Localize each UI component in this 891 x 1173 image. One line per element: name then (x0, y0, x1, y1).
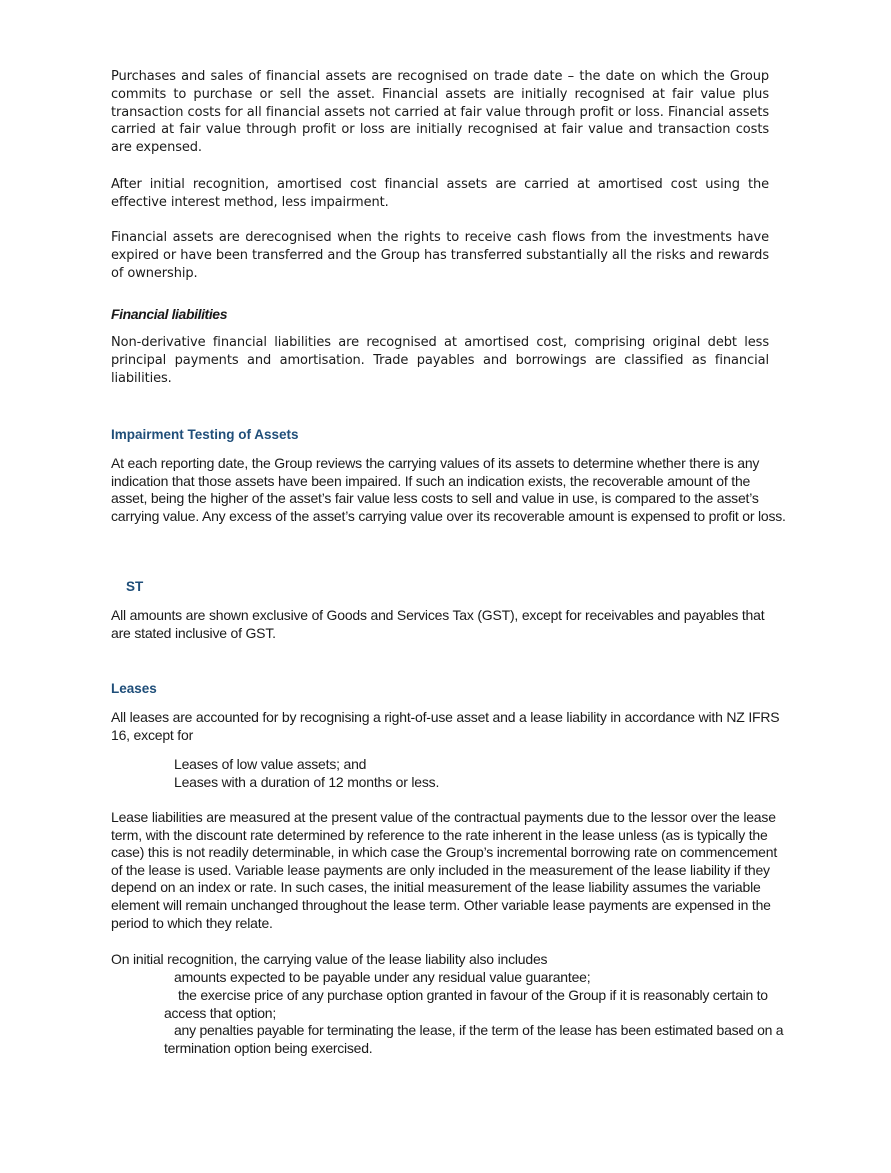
lease-exception-item: Leases with a duration of 12 months or less. (174, 774, 440, 790)
lease-measurement-paragraph: Lease liabilities are measured at the present value of the contractual payments due to the lessor over the lease term, with the discount rate determined by reference to the rate inherent in the lease unless (as is typically the case) this is not readily determinable, in which case the Group’s incremental borrowing rate on commencement of the lease is used. Variable lease payments are only included in the measurement of the lease liability if they depend on an index or rate. In such cases, the initial measurement of the lease liability assumes the variable element will remain unchanged throughout the lease term. Other variable lease payments are expensed in the period to which they relate. (111, 809, 778, 931)
initial-recognition-intro: On initial recognition, the carrying value of the lease liability also includes (111, 951, 548, 967)
lease-exception-item: Leases of low value assets; and (174, 756, 367, 772)
derecognition-paragraph: Financial assets are derecognised when the rights to receive cash flows from the investments have expired or have been transferred and the Group has transferred substantially all the risks and rewards of ownership. (111, 230, 769, 281)
after-initial-recognition-paragraph: After initial recognition, amortised cost financial assets are carried at amortised cost using the effective interest method, less impairment. (111, 177, 769, 210)
lease-inclusion-item: the exercise price of any purchase option granted in favour of the Group if it is reasonably certain to access that option; (164, 987, 768, 1021)
financial-liabilities-heading: Financial liabilities (111, 306, 228, 322)
gst-paragraph: All amounts are shown exclusive of Goods and Services Tax (GST), except for receivables and payables that are stated inclusive of GST. (111, 607, 765, 641)
lease-inclusion-item: any penalties payable for terminating the lease, if the term of the lease has been estimated based on a termination option being exercised. (164, 1022, 784, 1056)
leases-intro-paragraph: All leases are accounted for by recognising a right-of-use asset and a lease liability in accordance with NZ IFRS 16, except for (111, 709, 780, 743)
lease-inclusion-item: amounts expected to be payable under any residual value guarantee; (174, 969, 591, 985)
gst-heading: ST (126, 579, 144, 594)
impairment-heading: Impairment Testing of Assets (111, 427, 299, 442)
financial-liabilities-paragraph: Non-derivative financial liabilities are recognised at amortised cost, comprising original debt less principal payments and amortisation. Trade payables and borrowings are classified as financial liabilities. (111, 335, 769, 386)
impairment-paragraph: At each reporting date, the Group reviews the carrying values of its assets to determine whether there is any indication that those assets have been impaired. If such an indication exists, the recoverable amount of the asset, being the higher of the asset’s fair value less costs to sell and value in use, is compared to the asset’s carrying value. Any excess of the asset’s carrying value over its recoverable amount is expensed to profit or loss. (111, 455, 786, 524)
purchases-paragraph: Purchases and sales of financial assets are recognised on trade date – the date on which the Group commits to purchase or sell the asset. Financial assets are initially recognised at fair value plus transaction costs for all financial assets not carried at fair value through profit or loss. Financial assets carried at fair value through profit or loss are initially recognised at fair value and transaction costs are expensed. (111, 69, 769, 156)
leases-heading: Leases (111, 681, 157, 696)
